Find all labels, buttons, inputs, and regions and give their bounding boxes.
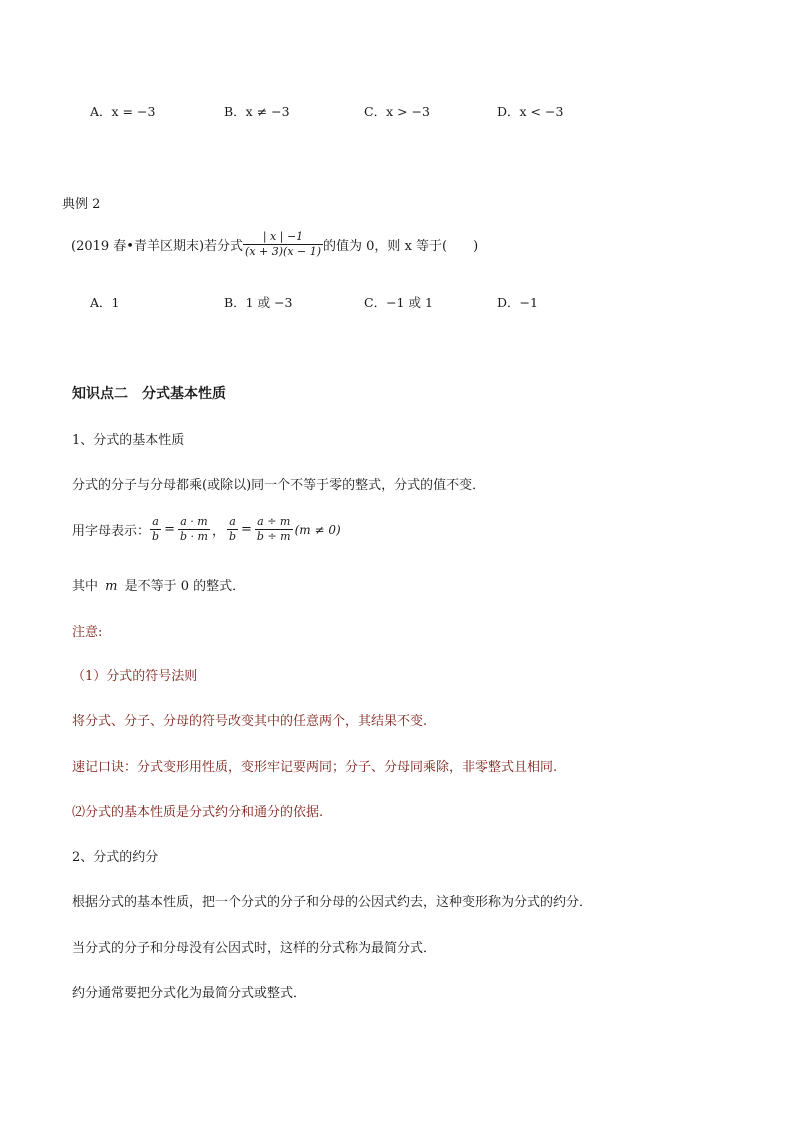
fraction-denominator: b ÷ m xyxy=(256,530,291,544)
q1-option-b: B．x ≠ −3 xyxy=(224,104,290,119)
section2-sub2: 2、分式的约分 xyxy=(72,850,159,865)
example2-stem-before: (2019 春•青羊区期末)若分式 xyxy=(71,239,244,255)
reduce-definition: 根据分式的基本性质，把一个分式的分子和分母的公因式约去，这种变形称为分式的约分． xyxy=(72,895,593,910)
example2-stem xyxy=(71,231,478,258)
equals-sign: = xyxy=(241,522,252,538)
fraction-numerator: a xyxy=(227,516,238,530)
example2-option-a: A．1 xyxy=(90,295,120,310)
example2-option-d: D．−1 xyxy=(497,295,538,310)
fraction-am-over-bm xyxy=(178,516,210,543)
example2-fraction-numerator: | x | −1 xyxy=(243,231,323,245)
fraction-a-over-b xyxy=(150,516,161,543)
fraction-numerator: a ÷ m xyxy=(255,516,293,530)
q1-option-d: D．x < −3 xyxy=(497,104,564,119)
m-variable: m xyxy=(105,579,118,594)
example2-option-b: B．1 或 −3 xyxy=(224,295,293,310)
mnemonic: 速记口诀：分式变形用性质，变形牢记要两同；分子、分母同乘除，非零整式且相同. xyxy=(72,760,558,775)
example2-fraction xyxy=(243,231,323,258)
fraction-numerator: a xyxy=(150,516,161,530)
q1-option-a: A．x = −3 xyxy=(90,104,156,119)
example2-stem-after: 的值为 0，则 x 等于( ) xyxy=(323,239,479,255)
example2-fraction-denominator: (x + 3)(x − 1) xyxy=(245,245,322,259)
simplest-definition: 当分式的分子和分母没有公因式时，这样的分式称为最简分式． xyxy=(72,941,437,956)
note1-text: 将分式、分子、分母的符号改变其中的任意两个，其结果不变. xyxy=(72,714,428,729)
fraction-denominator: b · m xyxy=(179,530,208,544)
comma: ， xyxy=(211,524,225,540)
property-text: 分式的分子与分母都乘(或除以)同一个不等于零的整式，分式的值不变． xyxy=(72,478,486,493)
condition: (m ≠ 0) xyxy=(294,522,341,537)
fraction-adivm-over-bdivm xyxy=(255,516,293,543)
fraction-numerator: a · m xyxy=(178,516,210,530)
example2-heading: 典例 2 xyxy=(62,197,101,212)
m-note-before: 其中 xyxy=(72,579,99,594)
m-note xyxy=(72,575,245,594)
example2-option-c: C．−1 或 1 xyxy=(364,295,433,310)
section2-sub1: 1、分式的基本性质 xyxy=(72,433,185,448)
note2: ⑵分式的基本性质是分式约分和通分的依据. xyxy=(72,805,324,820)
letters-label: 用字母表示： xyxy=(72,524,151,540)
note1-title: （1）分式的符号法则 xyxy=(72,669,198,684)
reduce-rule: 约分通常要把分式化为最简分式或整式． xyxy=(72,986,307,1001)
formula-line xyxy=(72,516,341,543)
fraction-denominator: b xyxy=(228,530,236,544)
q1-option-c: C．x > −3 xyxy=(364,104,430,119)
section2-title: 知识点二 分式基本性质 xyxy=(72,386,226,402)
m-note-after: 是不等于 0 的整式． xyxy=(124,579,246,594)
equals-sign: = xyxy=(164,522,175,538)
note-title: 注意: xyxy=(72,625,103,640)
fraction-denominator: b xyxy=(152,530,160,544)
fraction-a-over-b-2 xyxy=(227,516,238,543)
